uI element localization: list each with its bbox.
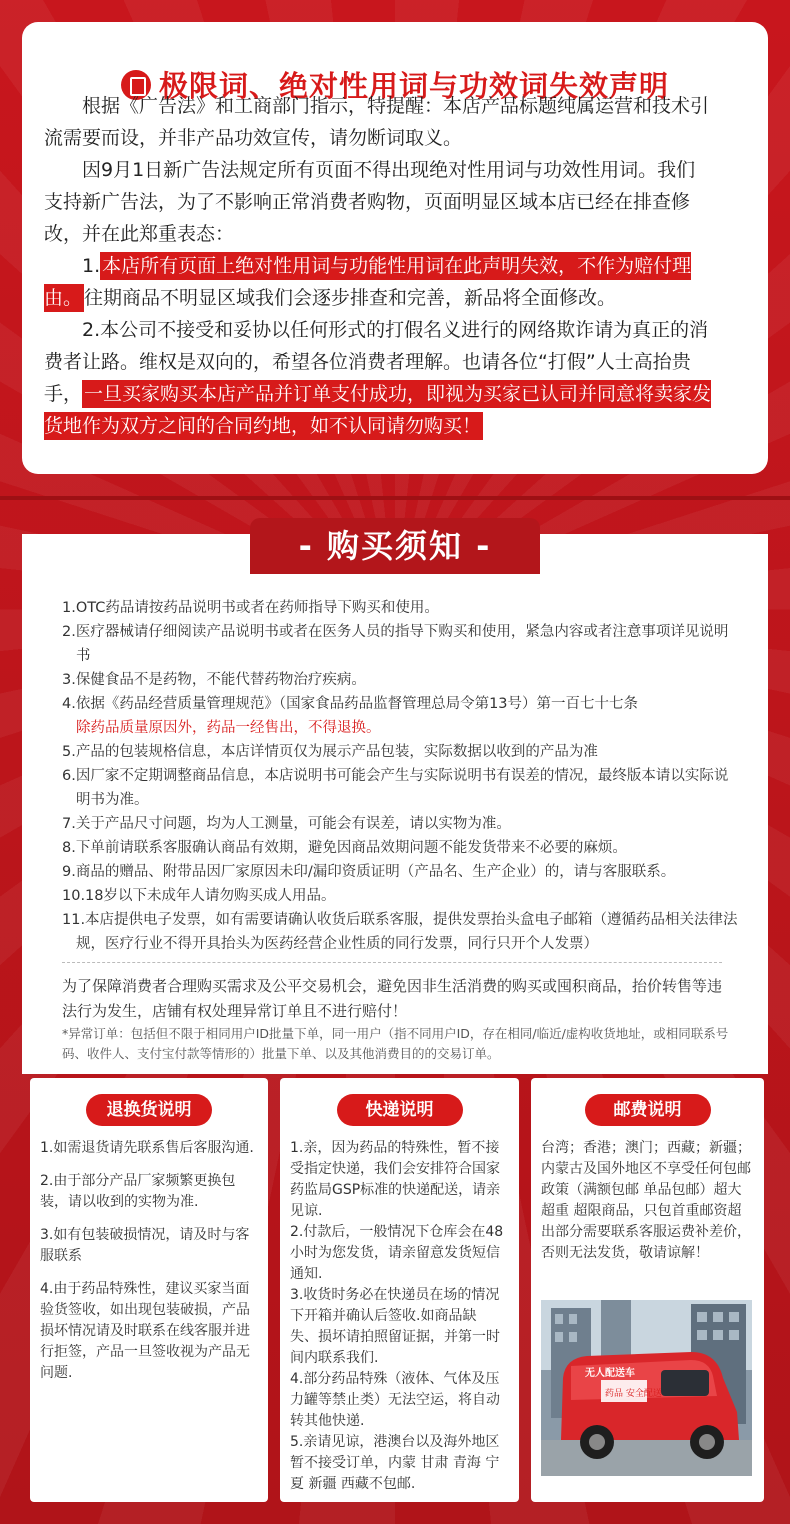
postage-title: 邮费说明: [585, 1094, 711, 1126]
photo-caption: 无人配送车: [585, 1368, 635, 1379]
list-item: 1.OTC药品请按药品说明书或者在药师指导下购买和使用。: [62, 600, 439, 616]
section-divider: [0, 496, 790, 500]
list-item: 2.付款后，一般情况下仓库会在48小时为您发货，请亲留意发货短信通知.: [290, 1224, 504, 1282]
list-item: 10.18岁以下未成年人请勿购买成人用品。: [62, 888, 336, 904]
list-item: 4.由于药品特殊性，建议买家当面验货签收，如出现包装破损，产品损坏情况请及时联系在线客服并进行拒签，产品一旦签收视为产品无问题.: [40, 1281, 250, 1381]
list-item: 4.部分药品特殊（液体、气体及压力罐等禁止类）无法空运，将自动转其他快递.: [290, 1371, 500, 1429]
returns-list: [40, 1138, 254, 1396]
list-item: 2.由于部分产品厂家频繁更换包装，请以收到的实物为准.: [40, 1173, 236, 1210]
list-item: 5.产品的包装规格信息，本店详情页仅为展示产品包装，实际数据以收到的产品为准: [62, 744, 598, 760]
list-item: 3.如有包装破损情况，请及时与客服联系: [40, 1227, 250, 1264]
abnormal-order-note: *异常订单：包括但不限于相同用户ID批量下单，同一用户（指不同用户ID，存在相同/临近/虚构收货地址，或相同联系号码、收件人、支付宝付款等情形的）批量下单、以及其他消费目的的交易订单。: [62, 1026, 729, 1061]
declaration-highlight-1: 本店所有页面上绝对性用词与功能性用词在此声明失效，不作为赔付理由。: [44, 252, 691, 312]
photo-banner: 药品 安全配送: [605, 1389, 662, 1399]
list-item: 2.医疗器械请仔细阅读产品说明书或者在医务人员的指导下购买和使用，紧急内容或者注意事项详见说明书: [62, 624, 729, 664]
list-item: 3.保健食品不是药物，不能代替药物治疗疾病。: [62, 672, 366, 688]
list-item: 6.因厂家不定期调整商品信息，本店说明书可能会产生与实际说明书有误差的情况，最终版本请以实际说明书为准。: [62, 768, 729, 808]
shipping-title: 快递说明: [337, 1094, 463, 1126]
declaration-para4: 2.本公司不接受和妥协以任何形式的打假名义进行的网络欺诈请为真正的消费者让路。维权是双向的，希望各位消费者理解。也请各位“打假”人士高抬贵手， 一旦买家购买本店产品并订单支付成功，即视为买家已认司并同意将卖家发货地作为双方之间的合同约地，如不认同请勿购买！: [44, 314, 712, 442]
shipping-list: [290, 1138, 504, 1495]
shipping-card: [280, 1078, 519, 1502]
list-item: 7.关于产品尺寸问题，均为人工测量，可能会有误差，请以实物为准。: [62, 816, 511, 832]
list-item: 3.收货时务必在快递员在场的情况下开箱并确认后签收.如商品缺失、损坏请拍照留证据，并第一时间内联系我们.: [290, 1287, 500, 1366]
list-item: 5.亲请见谅，港澳台以及海外地区暂不接受订单，内蒙 甘肃 青海 宁夏 新疆 西藏不包邮.: [290, 1434, 500, 1492]
postage-card: [531, 1078, 764, 1502]
return-policy-notice: 除药品质量原因外，药品一经售出，不得退换。: [76, 720, 381, 736]
list-item: 11.本店提供电子发票，如有需要请确认收货后联系客服，提供发票抬头盒电子邮箱（遵循药品相关法律法规，医疗行业不得开具抬头为医药经营企业性质的同行发票，同行只开个人发票）: [62, 912, 738, 952]
declaration-title-text: 极限词、绝对性用词与功效词失效声明: [158, 69, 669, 103]
list-item: 8.下单前请联系客服确认商品有效期，避免因商品效期问题不能发货带来不必要的麻烦。: [62, 840, 627, 856]
list-item: 1.亲，因为药品的特殊性，暂不接受指定快递，我们会安排符合国家药监局GSP标准的快递配送，请亲见谅.: [290, 1140, 501, 1219]
list-item: 9.商品的赠品、附带品因厂家原因未印/漏印资质证明（产品名、生产企业）的，请与客服联系。: [62, 864, 676, 880]
dashed-divider: [62, 962, 722, 963]
list-item: 1.如需退货请先联系售后客服沟通.: [40, 1140, 254, 1156]
postage-text: 台湾；香港；澳门；西藏；新疆；内蒙古及国外地区不享受任何包邮政策（满额包邮 单品包邮）超大 超重 超限商品，只包首重邮资超出部分需要联系客服运费补差价，否则无法发货，敬请谅解！: [541, 1140, 751, 1261]
list-item: 4.依据《药品经营质量管理规范》（国家食品药品监督管理总局令第13号）第一百七十七条 除药品质量原因外，药品一经售出，不得退换。: [62, 696, 639, 736]
declaration-body: [44, 90, 712, 442]
declaration-para3: 1. 本店所有页面上绝对性用词与功能性用词在此声明失效，不作为赔付理由。 往期商品不明显区域我们会逐步排查和完善，新品将全面修改。: [44, 250, 712, 314]
purchase-notes: [62, 596, 742, 956]
delivery-vehicle-photo: [541, 1300, 752, 1476]
returns-title: 退换货说明: [86, 1094, 212, 1126]
declaration-para2: 因9月1日新广告法规定所有页面不得出现绝对性用词与功效性用词。我们支持新广告法，为了不影响正常消费者购物，页面明显区域本店已经在排查修改，并在此郑重表态：: [44, 159, 696, 245]
declaration-highlight-2: 一旦买家购买本店产品并订单支付成功，即视为买家已认司并同意将卖家发货地作为双方之间的合同约地，如不认同请勿购买！: [44, 380, 711, 440]
declaration-para1: 根据《广告法》和工商部门指示，特提醒：本店产品标题纯属运营和技术引流需要而设，并非产品功效宣传，请勿断词取义。: [44, 95, 710, 149]
purchase-warning: 为了保障消费者合理购买需求及公平交易机会，避免因非生活消费的购买或囤积商品，抬价转售等违法行为发生，店铺有权处理异常订单且不进行赔付！: [62, 977, 723, 1020]
returns-card: [30, 1078, 268, 1502]
purchase-title: - 购买须知 -: [250, 518, 540, 574]
